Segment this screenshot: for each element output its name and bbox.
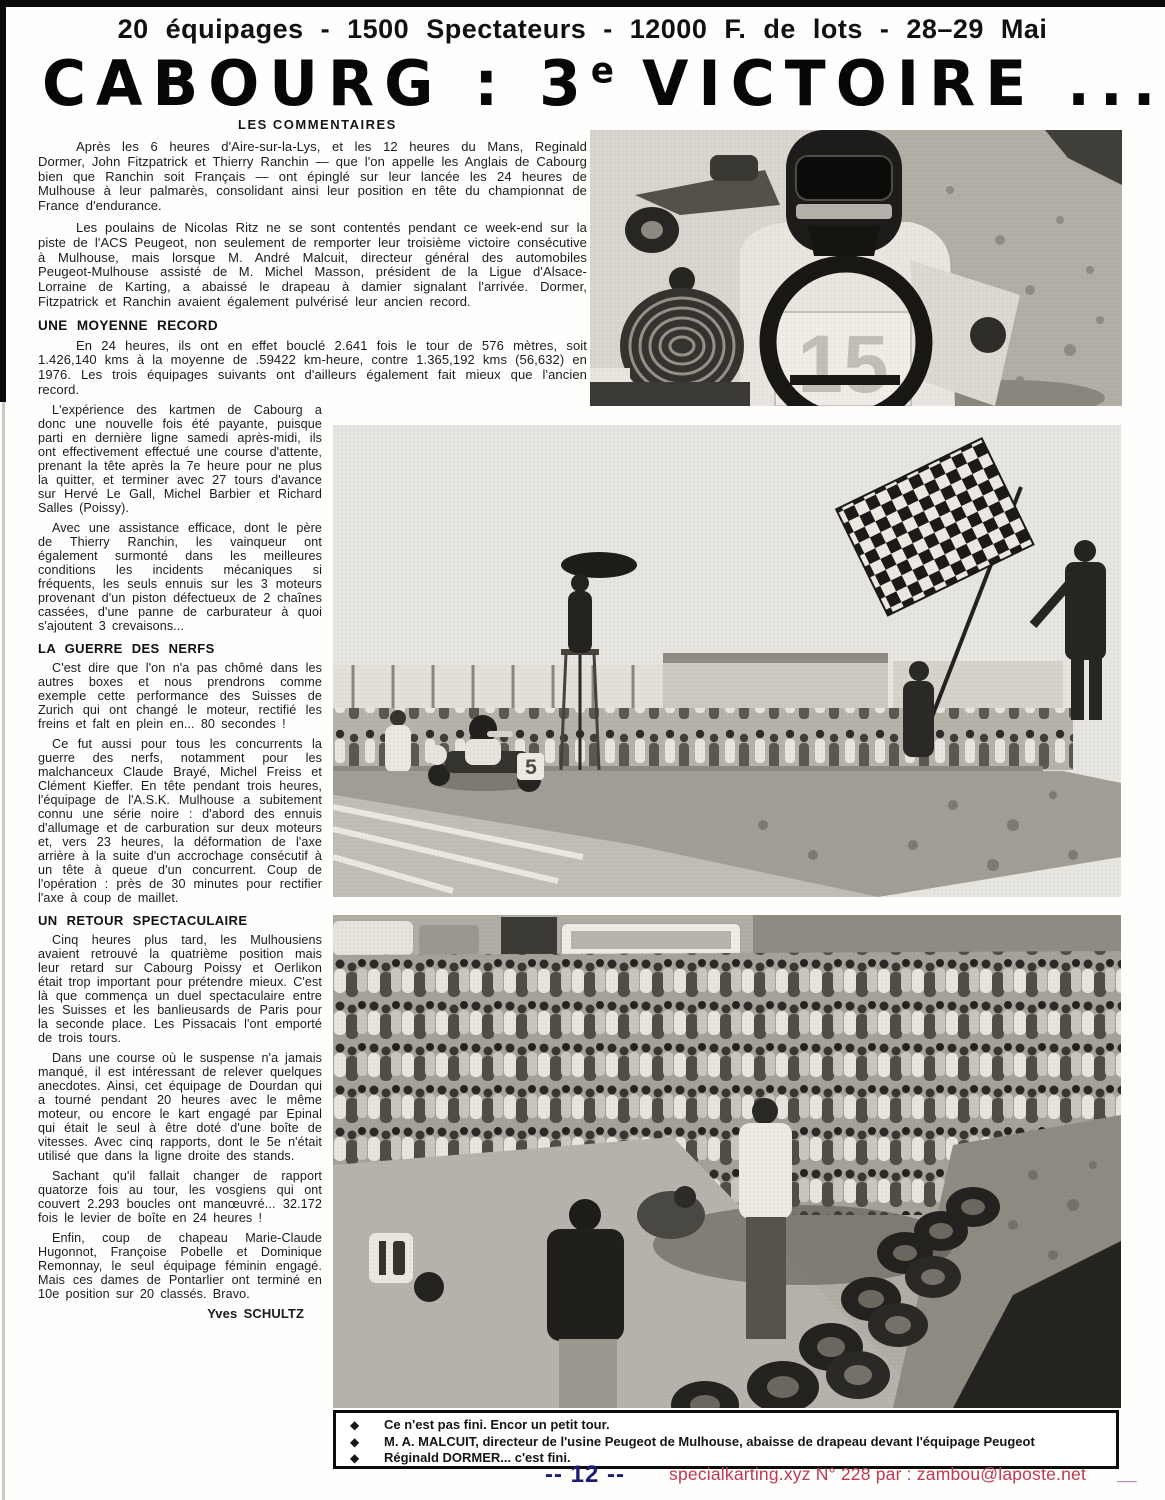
diamond-bullet-icon: ◆ [350,1434,360,1449]
photo-crowd-tires [333,915,1121,1408]
caption-line [350,1434,1116,1451]
paragraph: Cinq heures plus tard, les Mulhousiens avaient retrouvé la quatrième position mais leur retard sur Cabourg Poissy et Oerlikon était trop important pour prétendre mieux. C'est là que commença un duel spectaculaire entre les Suisses et les banlieusards de Paris pour la seconde place. Les Pissacais l'ont emporté de trois tours. [38,933,322,1045]
caption-text: M. A. MALCUIT, directeur de l'usine Peugeot de Mulhouse, abaisse de drapeau devant l'équipage Peugeot [384,1433,1035,1449]
paragraph: L'expérience des kartmen de Cabourg a donc une nouvelle fois été payante, puisque parti en dernière ligne samedi après-midi, ils ont effectivement effectué une course d'attente, prenant la tête après la 7e heure pour ne plus la quitter, et terminer avec 27 tours d'avance sur Hervé Le Gall, Michel Barbier et Richard Salles (Poissy). [38,403,322,515]
paragraph: Dans une course où le suspense n'a jamais manqué, il est intéressant de relever quelques anecdotes. Ainsi, cet équipage de Dourdan qui a tourné pendant 20 heures avec le même moteur, ou encore le kart engagé par Epinal qui était le seul à être doté d'une boîte de vitesses. Avec cinq rapports, dont le 5e n'était utilisé que dans la ligne droite des stands. [38,1051,322,1163]
paragraph: C'est dire que l'on n'a pas chômé dans les autres boxes et nous prendrons comme exemple cette performance des Suisses de Zurich qui ont changé le moteur, rectifié les freins et falt en plein en... 80 secondes ! [38,661,322,731]
paragraph: Enfin, coup de chapeau Marie-Claude Hugonnot, Françoise Pobelle et Dominique Remonnay, le seul équipage féminin engagé. Mais ces dames de Pontarlier ont terminé en 10e position sur 20 classés. Bravo. [38,1231,322,1301]
paragraph: Avec une assistance efficace, dont le père de Thierry Ranchin, les vainqueur ont également surmonté dans les meilleures conditions les incidents mécaniques si fréquents, les seuls ennuis sur les 3 moteurs provenant d'un piston défectueux de 2 chaînes cassées, d'une panne de carburateur à quoi s'ajoutent 3 crevaisons... [38,521,322,633]
footer-credit [669,1464,1137,1485]
paragraph: Ce fut aussi pour tous les concurrents la guerre des nerfs, notamment pour les malchanceux Claude Brayé, Michel Freiss et Clément Kieffer. En tête pendant trois heures, l'équipage de l'A.S.K. Mulhouse a subitement connu une série noire : d'abord des ennuis d'allumage et de carburation sur deux moteurs et, vers 23 heures, la déformation de l'axe arrière à la suite d'un accrochage consécutif à un tête à queue d'un concurrent. Coup de l'opération : près de 30 minutes pour rectifier l'axe à coup de maillet. [38,737,322,905]
scan-edge-left [0,0,6,402]
title-prefix: CABOURG : 3 [42,48,591,121]
section-kicker: LES COMMENTAIRES [238,117,397,132]
page-number: -- 12 -- [545,1461,625,1488]
caption-line [350,1417,1116,1434]
title-superscript: e [590,50,616,92]
paragraph: Après les 6 heures d'Aire-sur-la-Lys, et les 12 heures du Mans, Reginald Dormer, John Fitzpatrick et Thierry Ranchin — que l'on appelle les Anglais de Cabourg bien que Ranchin soit Français — ont épinglé sur leur lancée les 24 heures de Mulhouse à leur palmarès, consolidant ainsi leur position en tête du championnat de France d'endurance. [38,139,587,214]
lead-column [38,140,587,405]
author-signature: Yves SCHULTZ [207,1306,304,1321]
section-heading-moyenne-record: UNE MOYENNE RECORD [38,317,218,333]
section-heading-guerre-des-nerfs: LA GUERRE DES NERFS [38,641,215,656]
narrow-column [38,403,322,1321]
caption-box [333,1410,1119,1469]
scan-edge-top [0,0,1165,7]
page-title [42,48,1165,121]
header-stats-line: 20 équipages - 1500 Spectateurs - 12000 F. de lots - 28–29 Mai [117,14,1048,44]
photo-finish-line [333,425,1121,897]
diamond-bullet-icon: ◆ [350,1451,360,1465]
diamond-bullet-icon: ◆ [350,1418,360,1432]
caption-text: Réginald DORMER... c'est fini. [384,1450,571,1465]
photo-kart-15-closeup [590,130,1122,406]
section-heading-retour-spectaculaire: UN RETOUR SPECTACULAIRE [38,913,248,928]
footer-credit-text: specialkarting.xyz N° 228 par : zambou@laposte.net [669,1464,1087,1484]
footer-underscore: __ [1117,1464,1137,1484]
scan-edge-line [2,402,5,1500]
paragraph: Les poulains de Nicolas Ritz ne se sont contentés pendant ce week-end sur la piste de l'ACS Peugeot, non seulement de remporter leur troisième victoire consécutive à Mulhouse, mais lorsque M. André Malcuit, directeur général des automobiles Peugeot-Mulhouse assisté de M. Michel Masson, président de la Ligue d'Alsace-Lorraine de Karting, a abaissé le drapeau à damier signalant l'arrivée. Dormer, Fitzpatrick et Ranchin avaient également pulvérisé leur ancien record. [38,219,587,309]
paragraph: Sachant qu'il fallait changer de rapport quatorze fois au tour, les vosgiens qui ont couvert 2.293 boucles ont manœuvré... 32.172 fois le levier de boîte en 24 heures ! [38,1169,322,1225]
title-suffix: VICTOIRE ... [641,48,1165,121]
paragraph: En 24 heures, ils ont en effet bouclé 2.641 fois le tour de 576 mètres, soit 1.426,140 kms à la moyenne de .59422 km-heure, contre 1.365,192 kms (56,632) en 1976. Les trois équipages suivants ont d'ailleurs également fait mieux que l'ancien record. [38,337,587,397]
caption-text: Ce n'est pas fini. Encor un petit tour. [384,1417,610,1432]
